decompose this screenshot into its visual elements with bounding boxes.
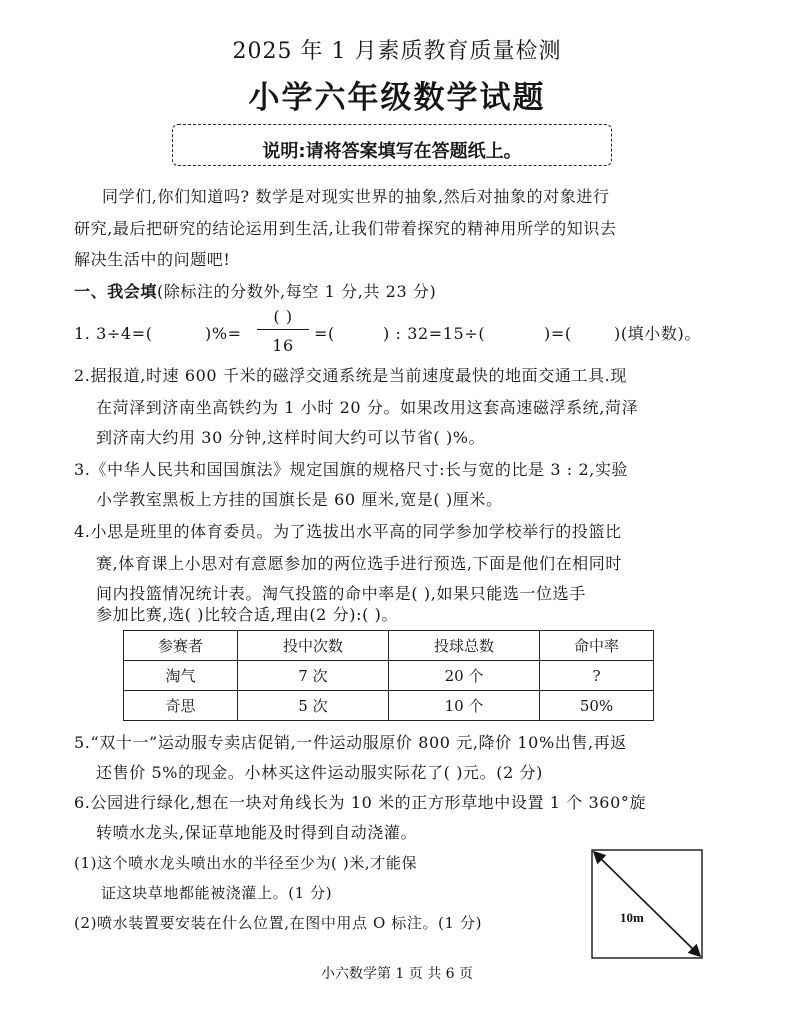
q6-sub1-line-1: (1)这个喷水龙头喷出水的半径至少为( )米,才能保 xyxy=(74,854,418,872)
q1-part-e: )=( xyxy=(544,324,572,343)
table-cell: 7 次 xyxy=(237,661,388,691)
section-heading xyxy=(74,282,436,302)
q1-frac-bar xyxy=(257,329,309,330)
q4-line-2: 赛,体育课上小思对有意愿参加的两位选手进行预选,下面是他们在相同时 xyxy=(96,554,622,573)
q1-frac-denominator: 16 xyxy=(272,336,294,355)
table-cell: 50% xyxy=(540,691,654,721)
diagonal-label: 10m xyxy=(620,910,644,925)
q2-line-2: 在菏泽到济南坐高铁约为 1 小时 20 分。如果改用这套高速磁浮系统,菏泽 xyxy=(96,398,639,417)
q1-part-b: )%= xyxy=(205,324,242,343)
q3-line-1: 3.《中华人民共和国国旗法》规定国旗的规格尺寸:长与宽的比是 3 : 2,实验 xyxy=(74,460,629,479)
table-cell: 10 个 xyxy=(388,691,539,721)
q5-line-2: 还售价 5%的现金。小林买这件运动服实际花了( )元。(2 分) xyxy=(96,763,543,782)
shooting-stats-table xyxy=(123,630,654,721)
table-cell: 5 次 xyxy=(237,691,388,721)
square-lawn-diagram xyxy=(586,846,712,964)
intro-line-3: 解决生活中的问题吧! xyxy=(74,250,231,269)
q3-line-2: 小学教室黑板上方挂的国旗长是 60 厘米,宽是( )厘米。 xyxy=(96,490,503,509)
paper-title: 小学六年级数学试题 xyxy=(248,80,546,116)
table-header-cell: 投球总数 xyxy=(388,631,539,661)
q1-part-d: ) : 32=15÷( xyxy=(383,324,486,343)
q2-line-3: 到济南大约用 30 分钟,这样时间大约可以节省( )%。 xyxy=(96,428,486,447)
q1-part-a: 1. 3÷4=( xyxy=(74,324,153,343)
q4-line-3: 间内投篮情况统计表。淘气投篮的命中率是( ),如果只能选一位选手 xyxy=(96,584,586,603)
table-header-cell: 投中次数 xyxy=(237,631,388,661)
exam-title: 2025 年 1 月素质教育质量检测 xyxy=(232,39,562,64)
diagonal-arrow xyxy=(595,853,699,955)
q5-line-1: 5.“双十一”运动服专卖店促销,一件运动服原价 800 元,降价 10%出售,再返 xyxy=(74,733,627,752)
section-heading-mark: 一、我会填 xyxy=(74,282,158,301)
table-cell: ? xyxy=(540,661,654,691)
q1-frac-numerator: ( ) xyxy=(273,307,293,326)
q6-line-1: 6.公园进行绿化,想在一块对角线长为 10 米的正方形草地中设置 1 个 360°旋 xyxy=(74,793,647,812)
page-footer: 小六数学第 1 页 共 6 页 xyxy=(320,966,474,982)
q1-part-f: )(填小数)。 xyxy=(614,324,701,343)
section-heading-rest: (除标注的分数外,每空 1 分,共 23 分) xyxy=(157,282,437,301)
q6-line-2: 转喷水龙头,保证草地能及时得到自动浇灌。 xyxy=(96,823,418,842)
table-cell: 20 个 xyxy=(388,661,539,691)
q4-line-1: 4.小思是班里的体育委员。为了选拔出水平高的同学参加学校举行的投篮比 xyxy=(74,522,622,541)
q1-part-c: =( xyxy=(314,324,335,343)
table-row xyxy=(124,661,654,691)
notice-text: 说明:请将答案填写在答题纸上。 xyxy=(262,141,522,162)
intro-line-2: 研究,最后把研究的结论运用到生活,让我们带着探究的精神用所学的知识去 xyxy=(74,219,617,238)
table-header-row xyxy=(124,631,654,661)
q6-sub1-line-2: 证这块草地都能被浇灌上。(1 分) xyxy=(101,884,333,902)
table-header-cell: 参赛者 xyxy=(124,631,238,661)
table-header-cell: 命中率 xyxy=(540,631,654,661)
q4-line-4: 参加比赛,选( )比较合适,理由(2 分):( )。 xyxy=(96,605,399,624)
table-row xyxy=(124,691,654,721)
table-cell: 奇思 xyxy=(124,691,238,721)
q1-fraction xyxy=(253,307,313,356)
table-cell: 淘气 xyxy=(124,661,238,691)
q2-line-1: 2.据报道,时速 600 千米的磁浮交通系统是当前速度最快的地面交通工具.现 xyxy=(74,366,627,385)
intro-line-1: 同学们,你们知道吗? 数学是对现实世界的抽象,然后对抽象的对象进行 xyxy=(102,187,610,206)
q6-sub2: (2)喷水装置要安装在什么位置,在图中用点 O 标注。(1 分) xyxy=(74,914,483,932)
